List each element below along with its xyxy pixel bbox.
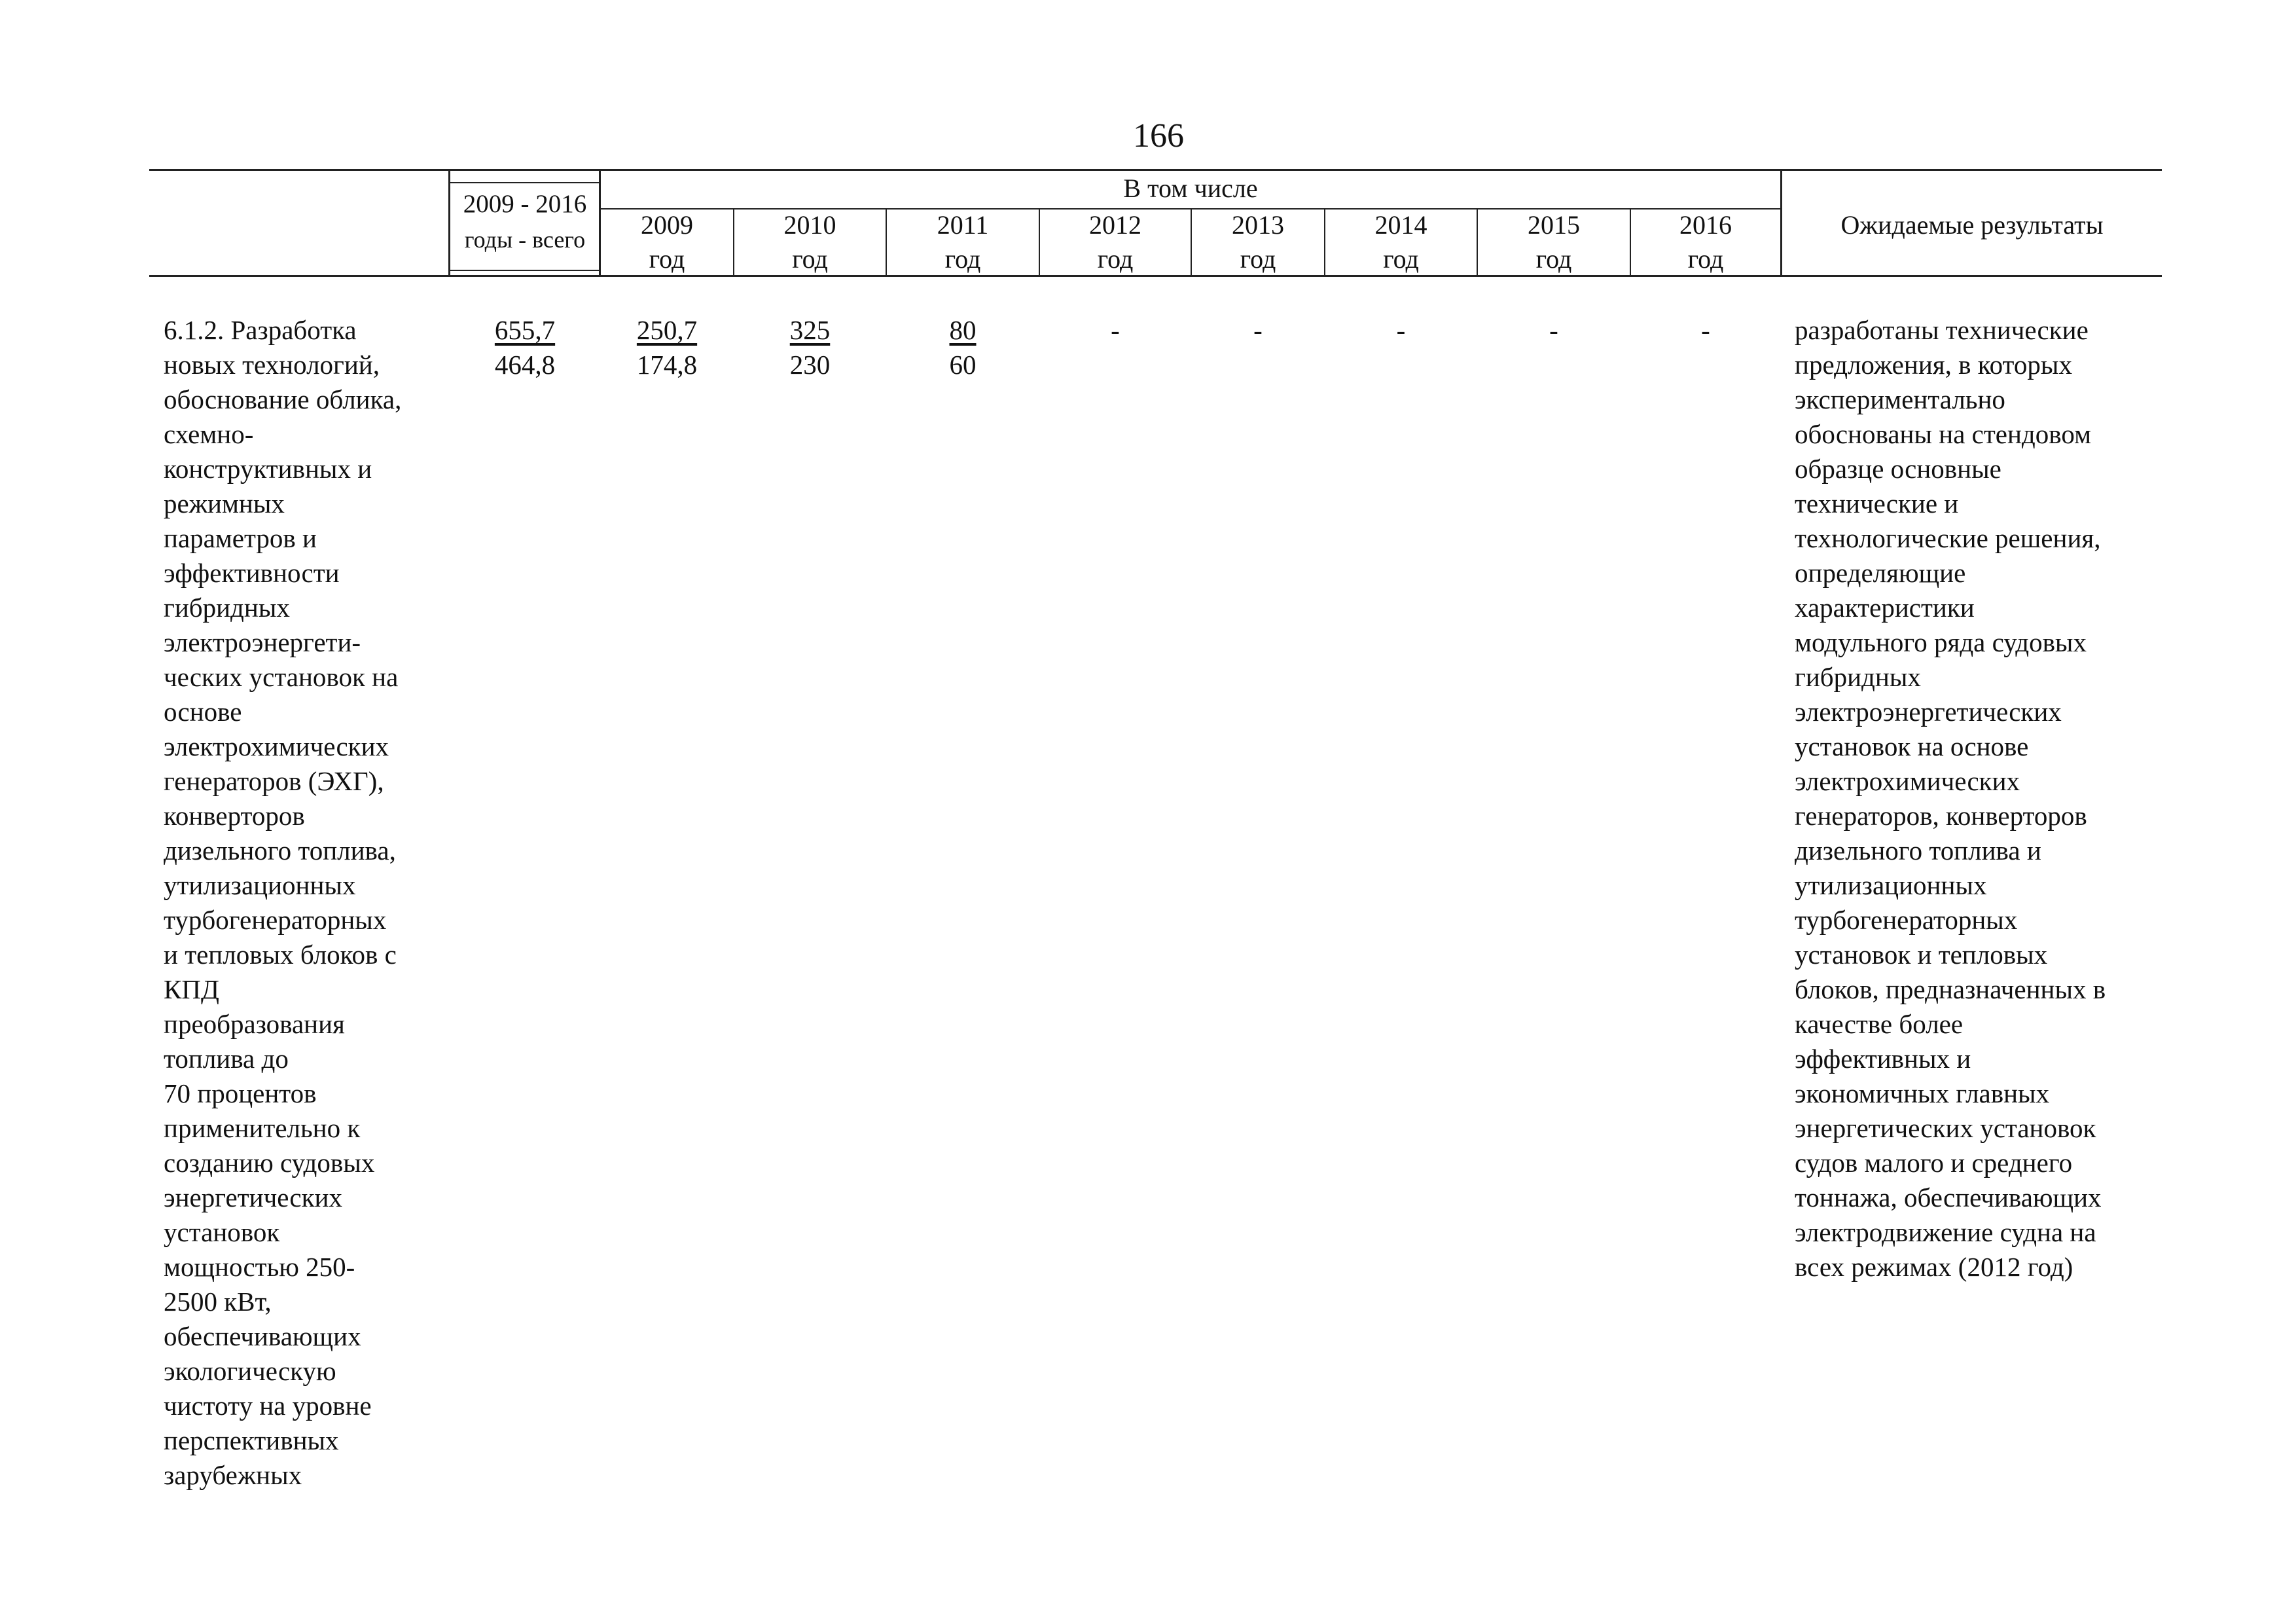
value-2014-top: -	[1396, 315, 1406, 345]
description-line: энергетических	[164, 1182, 342, 1213]
description-line: КПД	[164, 974, 219, 1004]
result-line: турбогенераторных	[1795, 905, 2018, 935]
result-line: технологические решения,	[1795, 523, 2101, 553]
year-unit: год	[649, 244, 685, 274]
result-line: гибридных	[1795, 662, 1921, 692]
page-number: 166	[1133, 117, 1184, 155]
description-line: новых технологий,	[164, 350, 380, 380]
year-header-2012: 2012	[1089, 210, 1141, 240]
result-line: судов малого и среднего	[1795, 1148, 2073, 1178]
value-2012-top: -	[1111, 315, 1120, 345]
result-line: эффективных и	[1795, 1044, 1971, 1074]
description-line: ческих установок на	[164, 662, 399, 692]
year-header-2013: 2013	[1232, 210, 1284, 240]
result-line: утилизационных	[1795, 870, 1987, 900]
description-line: топлива до	[164, 1044, 289, 1074]
description-line: электрохимических	[164, 731, 389, 761]
header-top-rule	[149, 169, 2162, 171]
description-line: созданию судовых	[164, 1148, 375, 1178]
total-col-bottom-rule	[448, 270, 600, 271]
result-line: образце основные	[1795, 454, 2001, 484]
expected-results	[1795, 313, 2106, 1285]
result-line: всех режимах (2012 год)	[1795, 1252, 2073, 1282]
description-line: генераторов (ЭХГ),	[164, 766, 384, 796]
description-line: схемно-	[164, 419, 254, 449]
result-line: экспериментально	[1795, 384, 2005, 414]
description-line: дизельного топлива,	[164, 835, 396, 866]
year-unit: год	[1097, 244, 1134, 274]
result-line: обоснованы на стендовом	[1795, 419, 2092, 449]
result-line: блоков, предназначенных в	[1795, 974, 2106, 1004]
year-unit: год	[1687, 244, 1724, 274]
result-line: экономичных главных	[1795, 1078, 2050, 1108]
description-line: экологическую	[164, 1356, 336, 1386]
description-line: обоснование облика,	[164, 384, 402, 414]
description-line: турбогенераторных	[164, 905, 387, 935]
result-line: модульного ряда судовых	[1795, 627, 2087, 657]
result-line: характеристики	[1795, 593, 1975, 623]
value-2009-bottom: 174,8	[636, 350, 698, 380]
result-line: установок на основе	[1795, 731, 2029, 761]
description-line: 6.1.2. Разработка	[164, 315, 357, 345]
year-unit: год	[1535, 244, 1572, 274]
year-unit: год	[792, 244, 828, 274]
value-2010-bottom: 230	[789, 350, 831, 380]
result-line: энергетических установок	[1795, 1113, 2096, 1143]
description-line: 2500 кВт,	[164, 1286, 272, 1317]
year-header-2011: 2011	[937, 210, 989, 240]
description-line: конструктивных и	[164, 454, 372, 484]
year-unit: год	[1240, 244, 1276, 274]
result-line: определяющие	[1795, 558, 1966, 588]
description-line: электроэнергети-	[164, 627, 361, 657]
description-line: параметров и	[164, 523, 317, 553]
description-line: гибридных	[164, 593, 290, 623]
result-line: разработаны технические	[1795, 315, 2089, 345]
result-line: генераторов, конверторов	[1795, 801, 2087, 831]
description-line: установок	[164, 1217, 280, 1247]
year-header-2009: 2009	[641, 210, 693, 240]
description-line: эффективности	[164, 558, 340, 588]
year-header-2015: 2015	[1528, 210, 1580, 240]
result-line: дизельного топлива и	[1795, 835, 2041, 866]
total-value-top: 655,7	[494, 315, 556, 345]
result-line: электроэнергетических	[1795, 697, 2062, 727]
description-line: чистоту на уровне	[164, 1391, 372, 1421]
value-2010-top: 325	[789, 315, 831, 345]
value-2013-top: -	[1253, 315, 1263, 345]
result-line: электродвижение судна на	[1795, 1217, 2096, 1247]
results-header: Ожидаемые результаты	[1840, 210, 2104, 240]
total-value-bottom: 464,8	[494, 350, 556, 380]
year-unit: год	[944, 244, 981, 274]
description-line: зарубежных	[164, 1460, 302, 1490]
year-header-2016: 2016	[1679, 210, 1732, 240]
description-line: преобразования	[164, 1009, 345, 1039]
description-line: режимных	[164, 488, 285, 519]
value-2011-bottom: 60	[949, 350, 977, 380]
activity-description	[164, 313, 401, 1493]
value-2016-top: -	[1701, 315, 1710, 345]
description-line: утилизационных	[164, 870, 356, 900]
result-line: предложения, в которых	[1795, 350, 2072, 380]
description-line: применительно к	[164, 1113, 361, 1143]
year-header-2010: 2010	[783, 210, 836, 240]
description-line: 70 процентов	[164, 1078, 317, 1108]
description-line: основе	[164, 697, 242, 727]
total-col-top-rule	[448, 182, 600, 183]
value-2011-top: 80	[949, 315, 977, 345]
result-line: качестве более	[1795, 1009, 1964, 1039]
description-line: конверторов	[164, 801, 305, 831]
total-col-label-line2: годы - всего	[464, 227, 586, 253]
description-line: обеспечивающих	[164, 1321, 361, 1351]
value-2015-top: -	[1549, 315, 1558, 345]
result-line: тоннажа, обеспечивающих	[1795, 1182, 2102, 1213]
group-label: В том числе	[1123, 173, 1258, 203]
result-line: электрохимических	[1795, 766, 2020, 796]
description-line: и тепловых блоков с	[164, 939, 397, 970]
year-unit: год	[1383, 244, 1419, 274]
result-line: установок и тепловых	[1795, 939, 2048, 970]
description-line: перспективных	[164, 1425, 339, 1455]
total-col-label-line1: 2009 - 2016	[463, 190, 587, 218]
description-line: мощностью 250-	[164, 1252, 355, 1282]
year-header-2014: 2014	[1374, 210, 1427, 240]
value-2009-top: 250,7	[636, 315, 698, 345]
result-line: технические и	[1795, 488, 1959, 519]
